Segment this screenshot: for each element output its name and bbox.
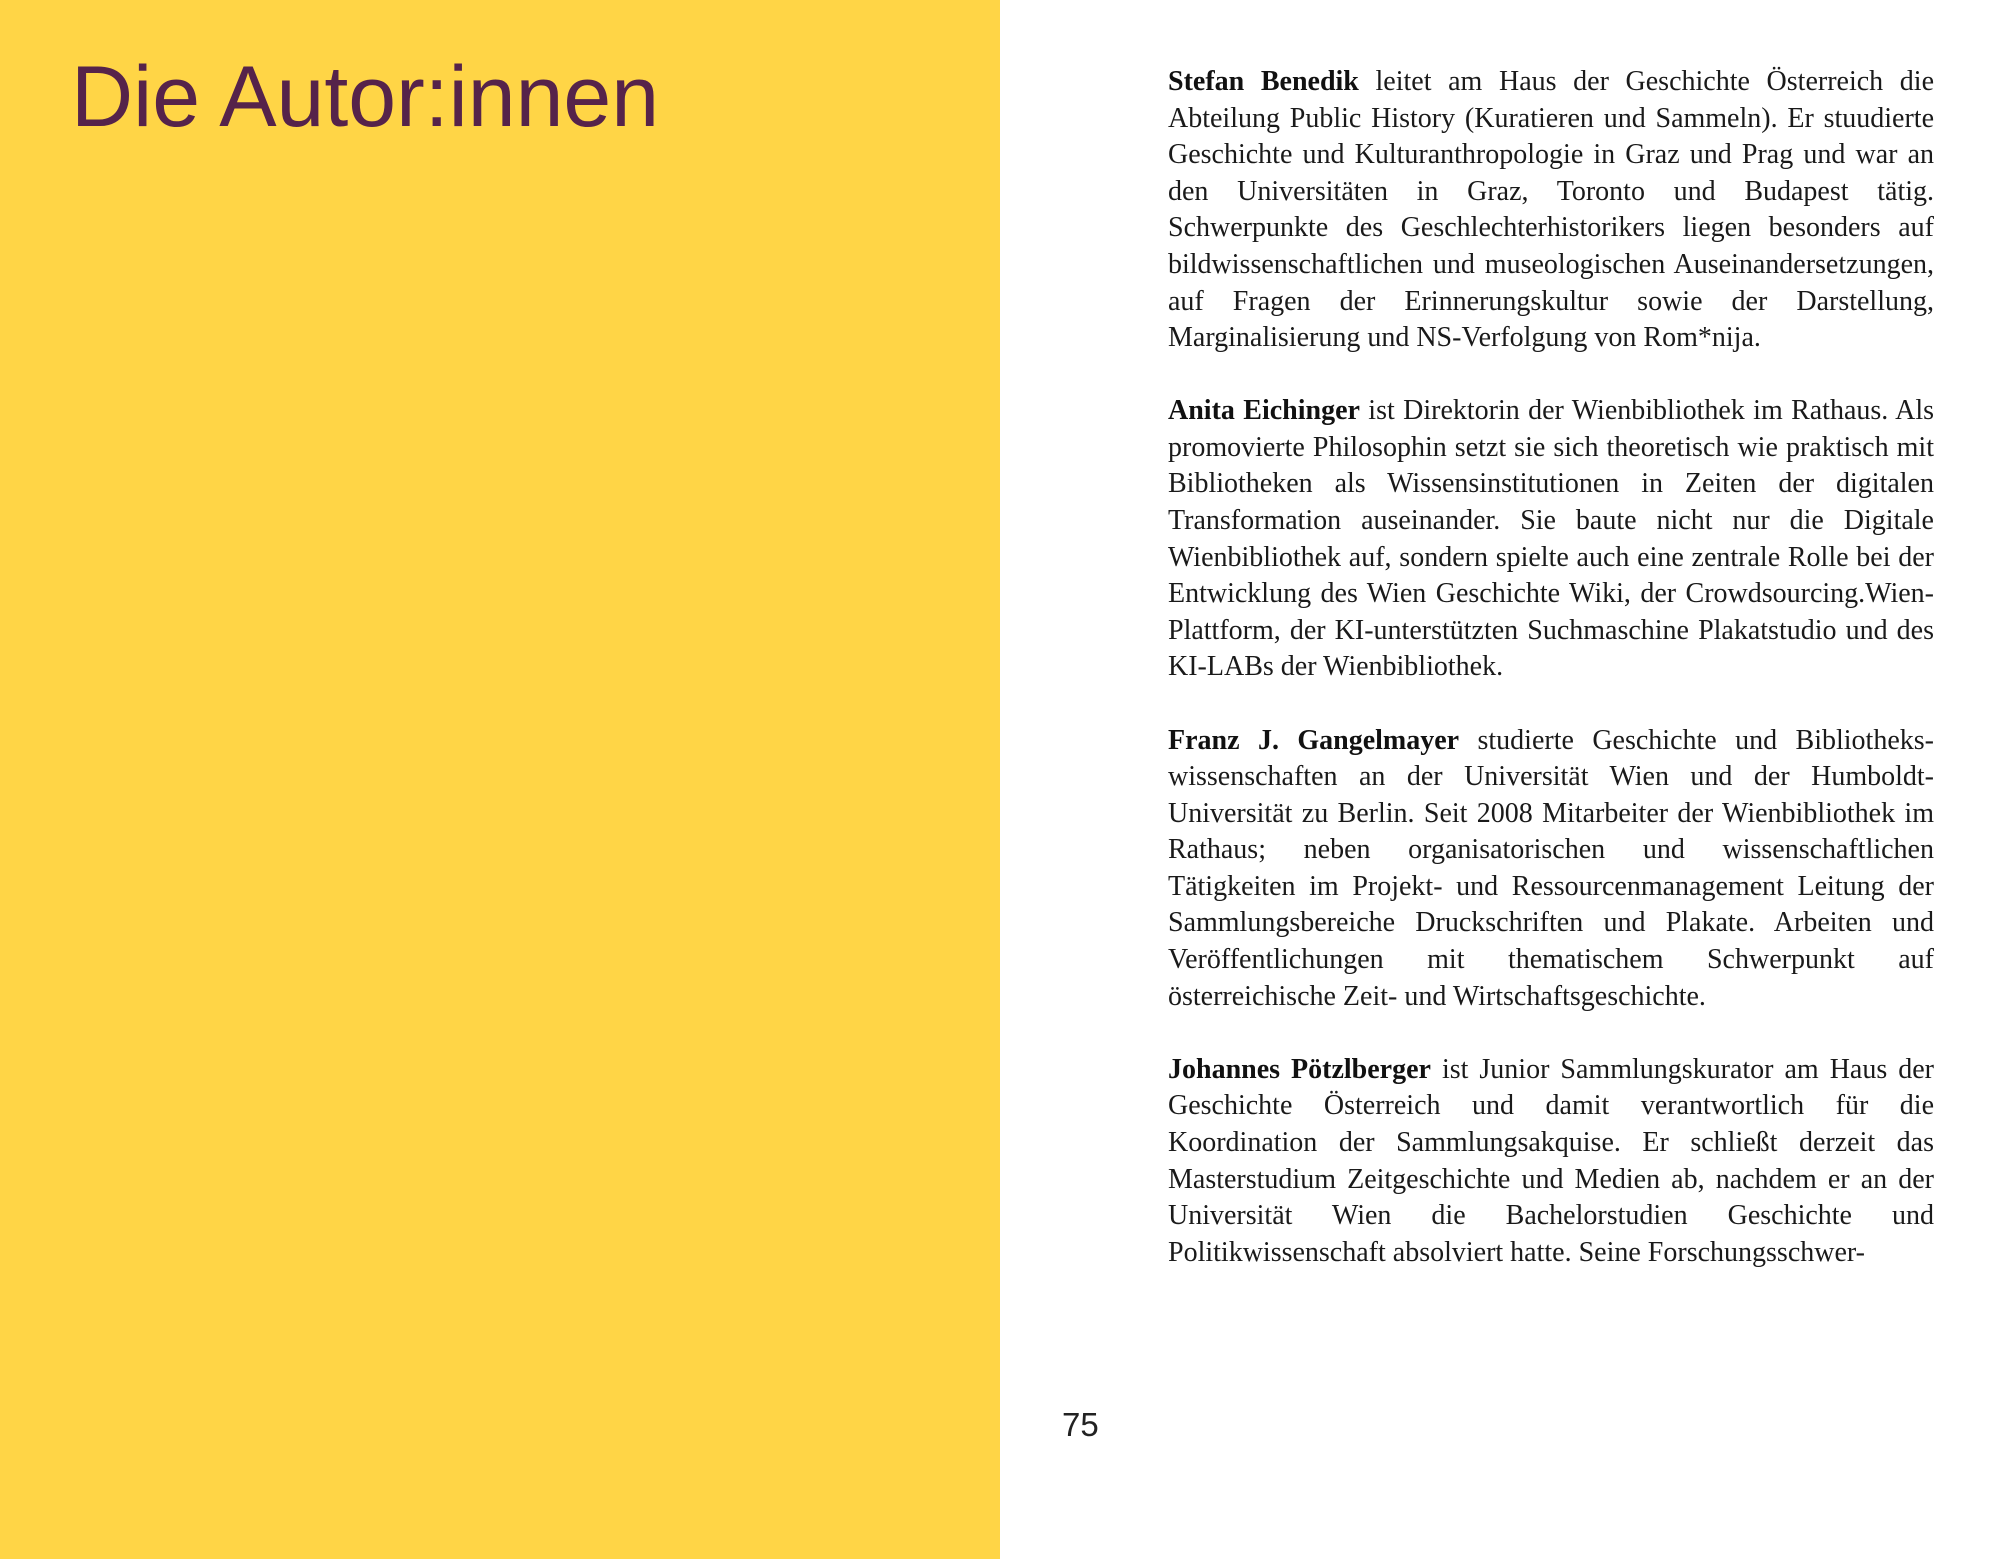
author-name: Anita Eichinger [1168,395,1360,427]
bio-anita-eichinger [1168,393,1934,686]
bio-franz-gangelmayer [1168,723,1934,1016]
author-name: Johannes Pötzlberger [1168,1053,1431,1085]
author-name: Stefan Benedik [1168,66,1359,97]
bio-text: studierte Geschichte und Bibliothekswissenschaften an der Universität Wien und der Humboldt-Universität zu Berlin. Seit 2008 Mitarbeiter der Wienbibliothek im Rathaus; neben organisatorischen und wissenschaftlichen Tätigkeiten im Projekt- und Ressourcenmanagement Leitung der Sammlungsbereiche Druckschriften und Plakate. Arbeiten und Veröffentlichungen mit thematischem Schwerpunkt auf österreichische Zeit- und Wirtschaftsgeschichte. [1168,724,1934,1012]
chapter-title: Die Autor:innen [71,49,660,145]
author-name: Franz J. Gangelmayer [1168,724,1460,756]
bio-johannes-poetzlberger [1168,1052,1934,1272]
author-bios [1168,64,1934,1308]
bio-text: ist Direktorin der Wienbibliothek im Rathaus. Als promovierte Philosophin setzt sie sich theoretisch wie praktisch mit Bibliotheken als Wissensinstitutionen in Zeiten der digitalen Transformation auseinander. Sie baute nicht nur die Digitale Wienbibliothek auf, sondern spielte auch eine zentrale Rolle bei der Entwicklung des Wien Geschichte Wiki, der Crowdsourcing.Wien-Plattform, der KI-unterstützten Suchmaschine Plakatstudio und des KI-LABs der Wienbibliothek. [1168,395,1935,683]
page-number: 75 [1062,1406,1099,1443]
bio-stefan-benedik [1168,64,1934,357]
bio-text: leitet am Haus der Geschichte Österreich die Abteilung Public History (Kuratieren und Sammeln). Er stuudierte Geschichte und Kulturanthropologie in Graz und Prag und war an den Universitäten in Graz, Toronto und Budapest tätig. Schwerpunkte des Geschlechterhistorikers liegen besonders auf bildwissenschaftlichen und museologischen Auseinandersetzungen, auf Fragen der Erinnerungskultur sowie der Darstellung, Marginalisierung und NS-Verfolgung von Rom*nija. [1168,66,1934,354]
bio-text: ist Junior Sammlungskurator am Haus der Geschichte Österreich und damit verantwortlich für die Koordination der Sammlungsakquise. Er schließt derzeit das Masterstudium Zeitgeschichte und Medien ab, nachdem er an der Universität Wien die Bachelorstudien Geschichte und Politikwissenschaft absolviert hatte. Seine Forschungsschwer- [1168,1053,1934,1268]
